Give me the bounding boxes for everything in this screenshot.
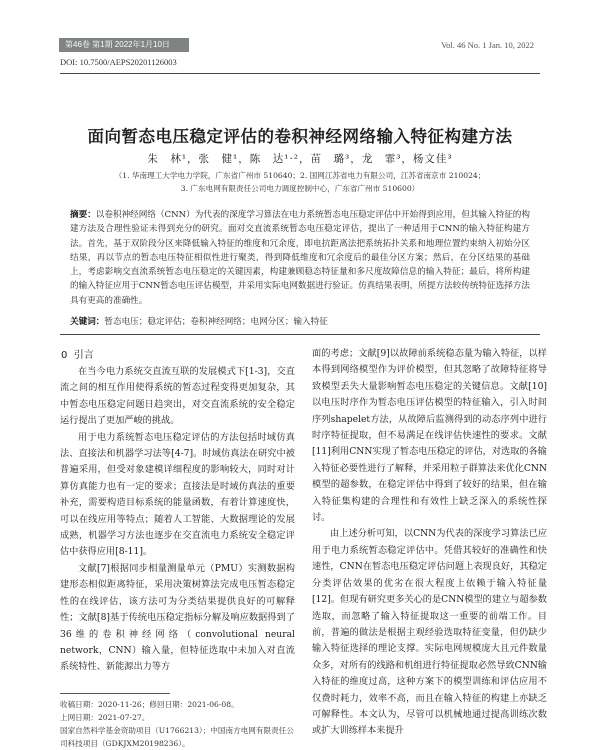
affiliation-line-1: （1. 华南理工大学电力学院，广东省广州市 510640；2. 国网江苏省电力有限公司，江苏省南京市 210024； xyxy=(114,171,486,180)
paragraph: 用于电力系统暂态电压稳定评估的方法包括时域仿真法、直接法和机器学习法等[4-7]。时域仿真法在研究中被普遍采用，但受对象建模详细程度的影响较大，同时对计算仿真能力也有一定的要求；直接法是时域仿真法的重要补充，需要构造目标系统的能量函数，有着计算速度快，可以在线应用等特点；随着人工智能、大数据理论的发展成熟，机器学习方法也逐步在交直流电力系统安全稳定评估中获得应用[8-11]。 xyxy=(60,431,295,558)
keywords-text: 暂态电压；稳定评估；卷积神经网络；电网分区；输入特征 xyxy=(104,317,328,327)
keywords-label: 关键词： xyxy=(70,317,105,327)
author-list: 朱 林¹，张 健¹，陈 达¹·²，苗 璐³，龙 霏³，杨文佳³ xyxy=(147,153,453,165)
abstract-text: 以卷积神经网络（CNN）为代表的深度学习算法在电力系统暂态电压稳定评估中开始得到应用，但其输入特征的构建方法及合理性验证未得到充分的研究。面对交直流系统暂态电压稳定评估，提出了一种适用于CNN的输入特征构建方法。首先，基于双阶段分区来降低输入特征的维度和冗余度，即电抗距离法把系统拓扑关系和地理位置约束纳入初始分区结果，再以节点的暂态电压特征相似性进行聚类，得到降低维度和冗余度后的最佳分区方案；然后，在分区结果的基础上，考虑影响交直流系统暂态电压稳定的关键因素，构建兼顾稳态特征量和多尺度故障信息的输入特征；最后，将所构建的输入特征应用于CNN暂态电压评估模型，并采用实际电网数据进行验证。仿真结果表明，所提方法较传统特征选择方法具有更高的准确性。 xyxy=(70,210,530,306)
section-heading xyxy=(61,346,94,361)
section-number: 0 xyxy=(61,350,68,361)
issue-badge: 第46卷 第1期 2022年1月10日 xyxy=(59,38,189,52)
paragraph: 面的考虑；文献[9]以故障前系统稳态量为输入特征，以样本得到网络模型作为评价模型，但其忽略了故障特征将导致模型丢失大量影响暂态电压稳定的关键信息。文献[10]以电压时序作为暂态电压评估模型的特征输入，引入时间序列shapelet方法，从故障后监测得到的动态序列中进行时序特征提取，但不易满足在线评估快速性的要求。文献[11]利用CNN实现了暂态电压稳定的评估，对选取的各输入特征必要性进行了解释，并采用粒子群算法来优化CNN模型的超参数，在稳定评估中得到了较好的结果，但在输入特征集构建的合理性和有效性上缺乏深入的系统性探讨。 xyxy=(312,348,547,524)
abstract-label: 摘要： xyxy=(70,210,96,220)
right-column xyxy=(312,346,547,740)
footnote-rule xyxy=(60,693,170,694)
section-title: 引言 xyxy=(73,350,94,361)
keywords xyxy=(70,315,530,327)
paper-title: 面向暂态电压稳定评估的卷积神经网络输入特征构建方法 xyxy=(87,127,513,146)
doi[interactable]: DOI: 10.7500/AEPS20201126003 xyxy=(60,57,177,67)
abstract xyxy=(70,208,530,308)
journal-reference: Vol. 46 No. 1 Jan. 10, 2022 xyxy=(441,40,534,50)
footnote-funding: 国家自然科学基金资助项目（U1766213）；中国南方电网有限责任公司科技项目（GDKJXM20198236）。 xyxy=(60,726,294,748)
paragraph: 文献[7]根据同步相量测量单元（PMU）实测数据构建形态相似距离特征，采用决策树算法完成电压暂态稳定性的在线评估，该方法可为分类结果提供良好的可解释性；文献[8]基于传统电压稳定指标分解及响应数据得到了36维的卷积神经网络（convolutional neural network，CNN）输入量，但特征选取中未加入对直流系统特性、新能源出力等方 xyxy=(60,562,295,673)
left-column xyxy=(60,364,295,676)
affiliation-line-2: 3. 广东电网有限责任公司电力调度控制中心，广东省广州市 510600） xyxy=(180,184,420,193)
abstract-rule xyxy=(60,334,540,335)
paragraph: 在当今电力系统交直流互联的发展模式下[1-3]，交直流之间的相互作用使得系统的暂态过程变得更加复杂，其中暂态电压稳定问题日趋突出，对交直流系统的安全稳定运行提出了更加严峻的挑战。 xyxy=(60,366,295,427)
paragraph: 由上述分析可知，以CNN为代表的深度学习算法已应用于电力系统暂态稳定评估中。凭借其较好的准确性和快速性，CNN在暂态电压稳定评估问题上表现良好，其稳定分类评估效果的优劣在很大程度上依赖于输入特征量[12]。但现有研究更多关心的是CNN模型的建立与超参数选取，而忽略了输入特征提取这一重要的前端工作。目前，普遍的做法是根据主观经验选取特征变量，但仍缺少输入特征选择的理论支撑。实际电网规模庞大且元件数量众多，对所有的线路和机组进行特征提取必然导致CNN输入特征的维度过高，这种方案下的模型训练和评估应用不仅费时耗力，效率不高，而且在输入特征的构建上亦缺乏可解释性。本文认为，尽管可以机械地通过提高训练次数或扩大训练样本来提升 xyxy=(312,528,547,737)
footnote-online: 上网日期：2021-07-27。 xyxy=(60,713,150,722)
footnote-received: 收稿日期：2020-11-26；修回日期：2021-06-08。 xyxy=(60,700,239,709)
header-rule xyxy=(60,73,540,74)
